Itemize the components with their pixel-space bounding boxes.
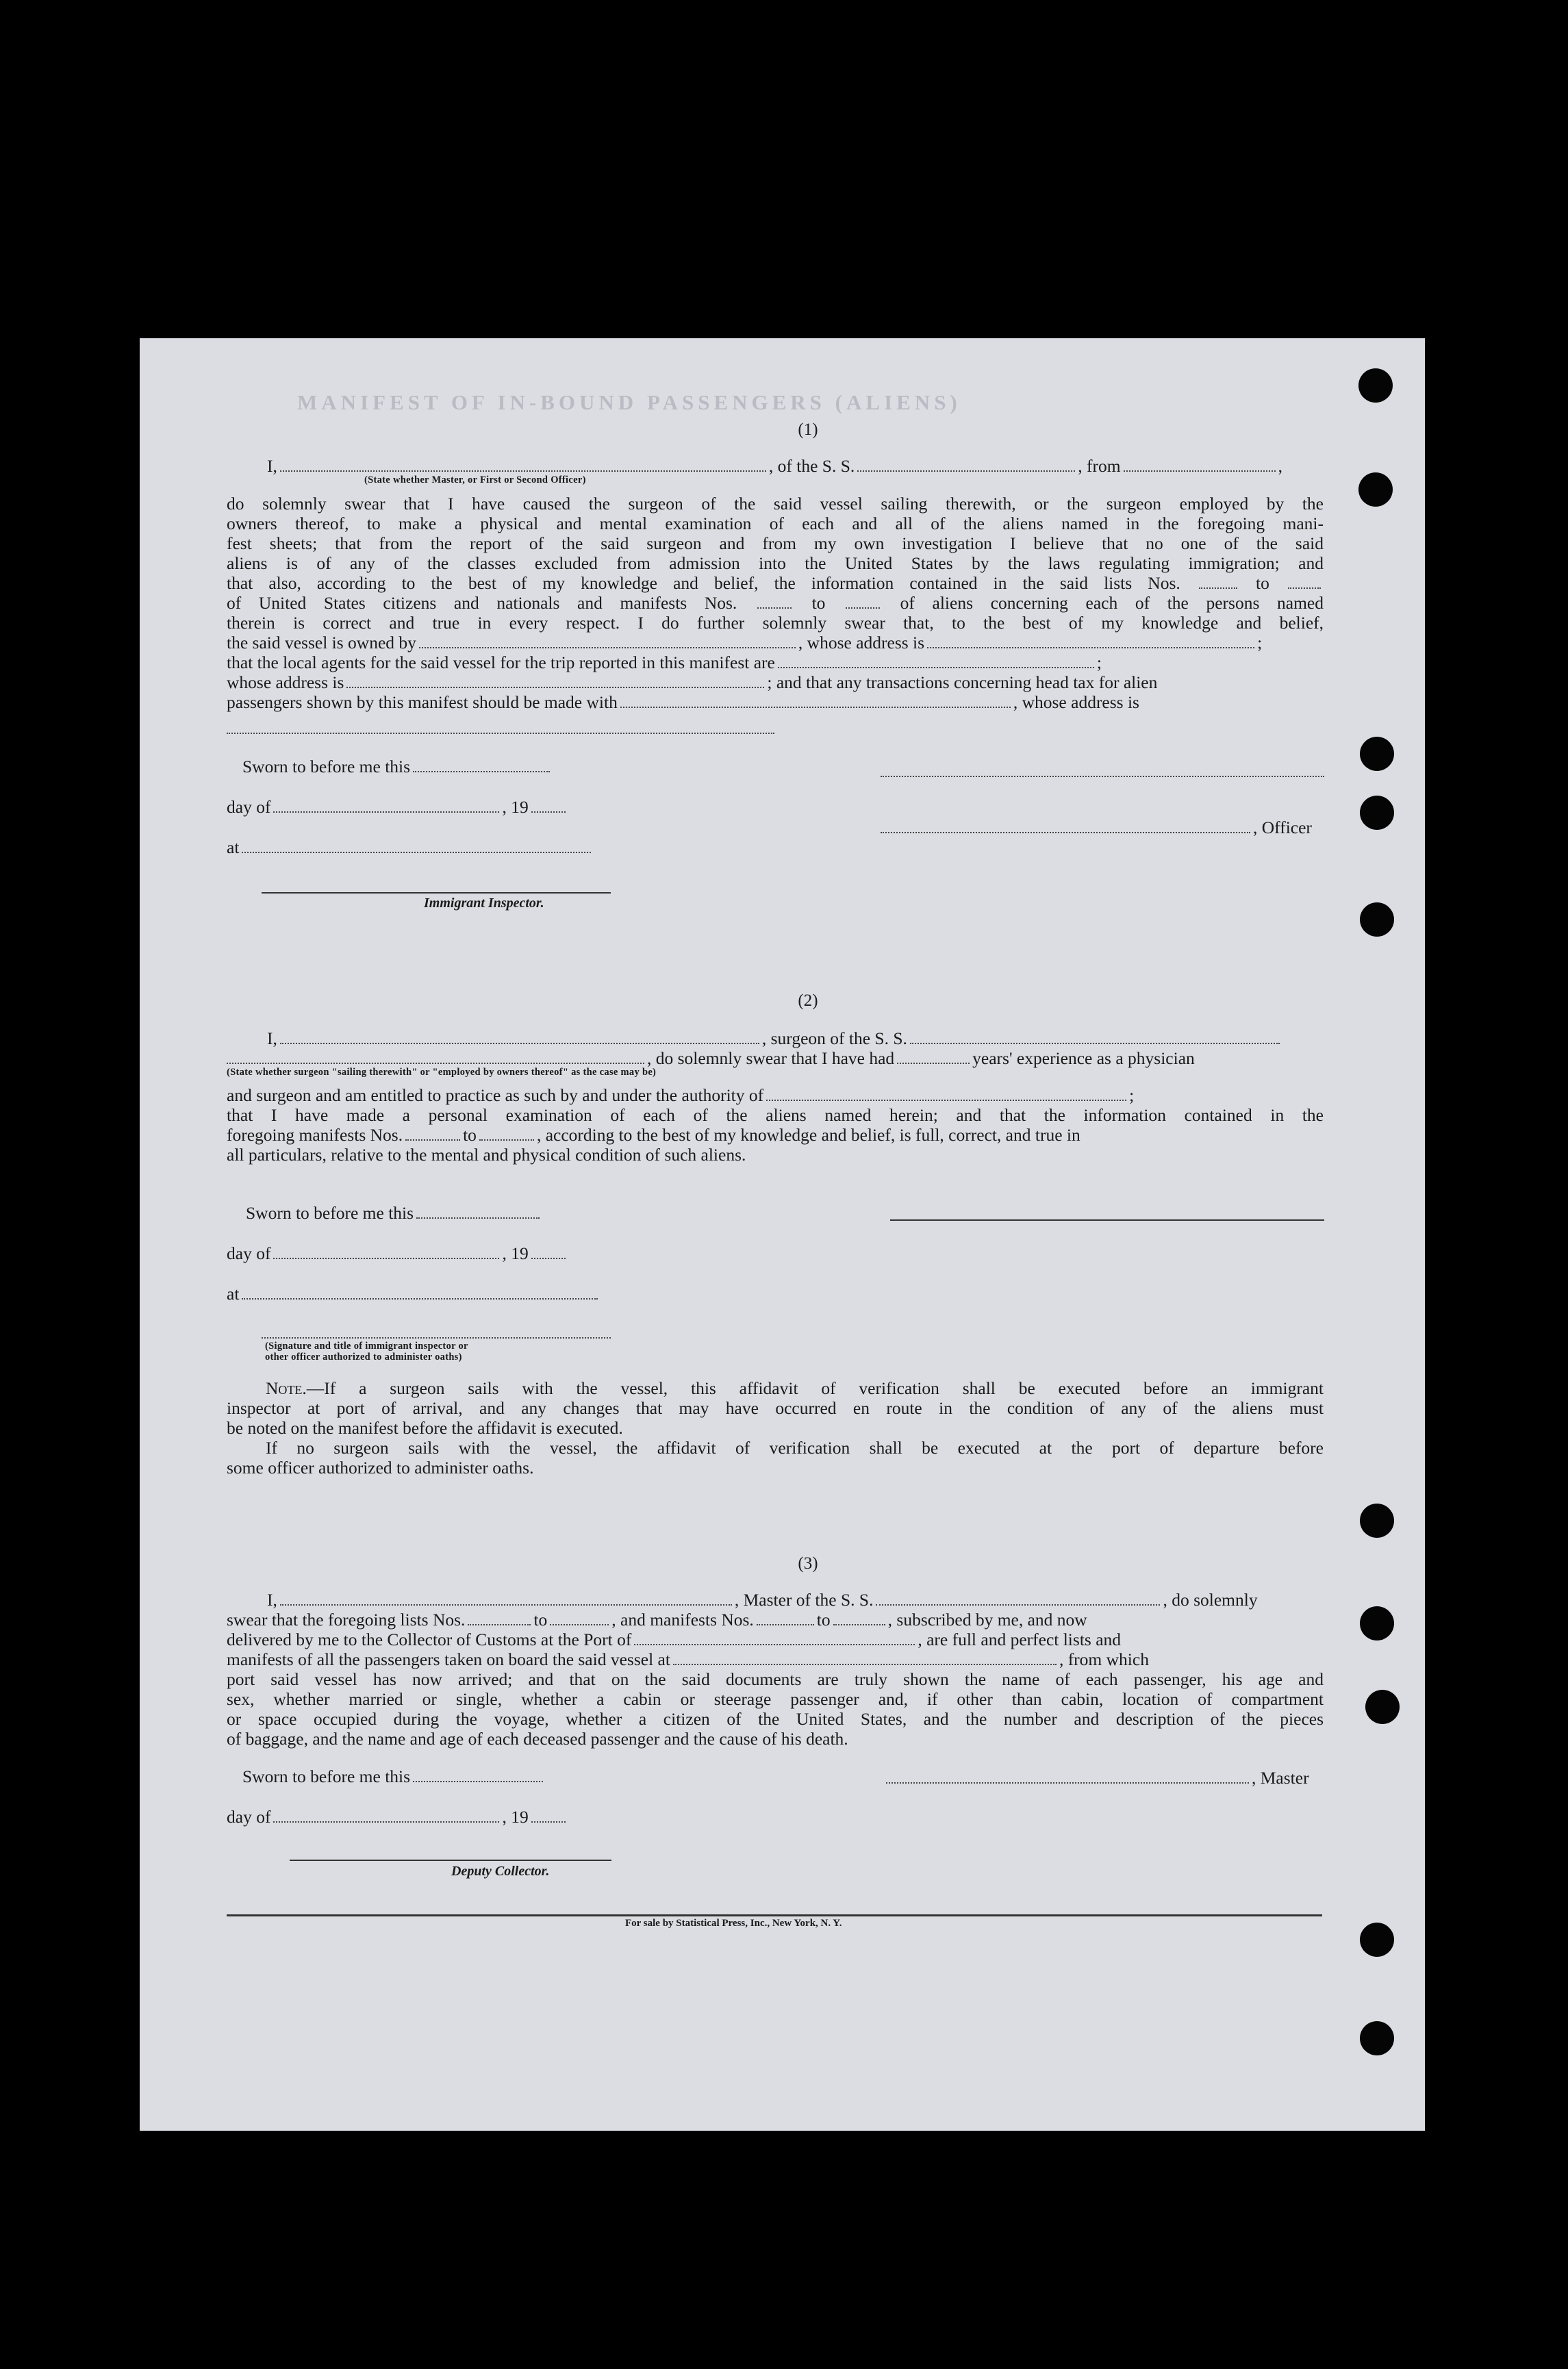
text: , according to the best of my knowledge and belief, is full, correct, and true in (536, 1125, 1080, 1145)
blank-year (531, 1821, 566, 1823)
s1-line-1 (267, 456, 1282, 477)
blank-sworn-date (413, 1781, 543, 1782)
master-signature-line (886, 1782, 1249, 1784)
text: day of (227, 1243, 271, 1263)
punch-hole (1360, 1923, 1394, 1957)
section-3-heading: (3) (798, 1554, 818, 1573)
s1-oath-line: fest sheets; that from the report of the said surgeon and from my own investigation I believe that no one of the said (227, 533, 1324, 553)
text: , Master of the S. S. (734, 1590, 874, 1610)
blank-year (531, 811, 566, 813)
punch-hole (1360, 737, 1394, 771)
blank-port-of-departure (673, 1664, 1057, 1665)
blank-vessel-name (910, 1043, 1280, 1044)
text: , do solemnly (1163, 1590, 1258, 1610)
s2-line-2 (227, 1048, 1195, 1069)
inspector-signature-line (262, 892, 611, 894)
text: to (463, 1125, 477, 1145)
text: —If a surgeon sails with the vessel, this affidavit of verification shall be executed before an immigrant (306, 1378, 1324, 1398)
text: , from (1078, 456, 1121, 476)
text: passengers shown by this manifest should be made with (227, 692, 618, 712)
s3-line-4 (227, 1649, 1149, 1670)
punch-hole (1360, 796, 1394, 830)
s3-line: sex, whether married or single, whether a cabin or steerage passenger and, if other than cabin, location of compartment (227, 1689, 1324, 1709)
officer-signature-line (881, 832, 1250, 833)
blank-years (897, 1063, 970, 1064)
blank-manifest-to (846, 607, 880, 609)
s1-oath-line (227, 633, 1262, 653)
text: day of (227, 1807, 271, 1827)
text: to (1256, 573, 1269, 593)
blank-month (273, 1821, 499, 1823)
blank-month (273, 1258, 499, 1259)
text: , of the S. S. (768, 456, 855, 476)
blank-owner-address (927, 647, 1254, 648)
blank-head-tax-address (227, 733, 774, 734)
blank-officer-rank (280, 470, 766, 472)
blank-port-from (1124, 470, 1276, 472)
s2-at (227, 1284, 600, 1304)
s2-note-line: be noted on the manifest before the affidavit is executed. (227, 1418, 623, 1438)
s2-sworn (246, 1203, 542, 1224)
text: , 19 (502, 797, 529, 817)
text: , 19 (502, 1807, 529, 1827)
blank-port-of-arrival (634, 1644, 915, 1645)
text: ; (1129, 1085, 1135, 1105)
text: day of (227, 797, 271, 817)
blank-manifest-from (405, 1139, 460, 1141)
text: Sworn to before me this (242, 757, 411, 776)
s2-note-line: inspector at port of arrival, and any changes that may have occurred en route in the condition of any of the aliens must (227, 1398, 1324, 1418)
s1-sworn (242, 757, 553, 777)
text: I, (267, 456, 277, 476)
s1-oath-line: therein is correct and true in every respect. I do further solemnly swear that, to the best of my knowledge and belief, (227, 613, 1324, 633)
s2-caption: (State whether surgeon "sailing therewith" or "employed by owners thereof" as the case may be) (227, 1067, 657, 1078)
text: years' experience as a physician (972, 1048, 1195, 1068)
s1-officer (881, 818, 1312, 838)
inspector-caption: Immigrant Inspector. (424, 896, 544, 911)
s2-line-6: all particulars, relative to the mental and physical condition of such aliens. (227, 1145, 746, 1165)
blank-authority (766, 1100, 1126, 1101)
text: , and manifests Nos. (611, 1610, 754, 1630)
blank-agent-address (346, 687, 764, 688)
text: , are full and perfect lists and (918, 1630, 1122, 1649)
s3-line-2 (227, 1610, 1087, 1630)
text: ; (1096, 653, 1102, 672)
text: , subscribed by me, and now (887, 1610, 1087, 1630)
s3-line: port said vessel has now arrived; and that on the said documents are truly shown the name of each passenger, his age and (227, 1669, 1324, 1689)
text: delivered by me to the Collector of Customs at the Port of (227, 1630, 632, 1649)
text: to (816, 1610, 831, 1630)
s1-oath-line: owners thereof, to make a physical and mental examination of each and all of the aliens named in the foregoing mani- (227, 514, 1324, 533)
s2-line-5 (227, 1125, 1080, 1145)
text: , 19 (502, 1243, 529, 1263)
s1-caption: (State whether Master, or First or Second Officer) (364, 474, 586, 485)
s2-line-3 (227, 1085, 1134, 1106)
blank-list-to (1288, 587, 1321, 589)
footer-rule (227, 1914, 1322, 1916)
blank-owner (419, 647, 796, 648)
text: swear that the foregoing lists Nos. (227, 1610, 466, 1630)
punch-hole (1360, 1504, 1394, 1538)
blank-list-from (468, 1624, 531, 1625)
s2-note-line: If no surgeon sails with the vessel, the affidavit of verification shall be executed at the port of departure before (266, 1438, 1324, 1458)
blank-manifest-to (479, 1139, 534, 1141)
blank-head-tax-party (620, 707, 1011, 708)
s1-oath-line: aliens is of any of the classes excluded from admission into the United States by the laws regulating immigration; and (227, 553, 1324, 573)
s2-note-line: some officer authorized to administer oaths. (227, 1458, 534, 1478)
text: at (227, 1284, 240, 1304)
blank-list-from (1199, 587, 1237, 589)
s1-oath-line (227, 653, 1102, 673)
blank-vessel-name (857, 470, 1075, 472)
blank-manifest-from (757, 607, 792, 609)
s3-day-of (227, 1807, 568, 1827)
inspector-signature-line (262, 1337, 611, 1339)
text: , Master (1252, 1768, 1309, 1788)
s2-sig-caption-2: other officer authorized to administer oaths) (265, 1352, 462, 1363)
s1-oath-line (227, 593, 1324, 613)
s1-oath-line (227, 692, 1139, 713)
blank-surgeon-name (280, 1043, 759, 1044)
officer-name-line (881, 776, 1324, 777)
text: foregoing manifests Nos. (227, 1125, 403, 1145)
text: , Officer (1253, 818, 1312, 837)
s3-line-3 (227, 1630, 1121, 1650)
text: to (533, 1610, 548, 1630)
text: manifests of all the passengers taken on board the said vessel at (227, 1649, 670, 1669)
s1-at (227, 837, 594, 858)
text: ; (1257, 633, 1263, 653)
text: I, (267, 1028, 277, 1048)
s1-day-of (227, 797, 568, 818)
punch-hole (1358, 472, 1393, 507)
s2-line-1 (267, 1028, 1282, 1049)
text: of United States citizens and nationals and manifests Nos. (227, 593, 737, 613)
text: that also, according to the best of my knowledge and belief, the information contained in the said lists Nos. (227, 573, 1180, 593)
s3-line: of baggage, and the name and age of each deceased passenger and the cause of his death. (227, 1729, 848, 1749)
text: Sworn to before me this (246, 1203, 414, 1223)
blank-sworn-date (413, 771, 550, 772)
punch-hole (1360, 902, 1394, 937)
s1-oath-line (227, 672, 1157, 693)
note-label: Note. (266, 1378, 307, 1398)
blank-place (242, 1298, 598, 1300)
text: , whose address is (798, 633, 925, 653)
blank-vessel-name (876, 1604, 1160, 1606)
text: I, (267, 1590, 277, 1610)
surgeon-signature-line (890, 1219, 1324, 1221)
s3-sworn (242, 1766, 546, 1787)
text: , whose address is (1013, 692, 1139, 712)
text: to (811, 593, 826, 613)
text: at (227, 837, 240, 857)
punch-hole (1360, 1606, 1394, 1640)
s3-master (886, 1768, 1309, 1788)
s2-sig-caption-1: (Signature and title of immigrant inspector or (265, 1341, 468, 1352)
punch-hole (1360, 2021, 1394, 2055)
blank-surgeon-status (227, 1063, 644, 1064)
text: , surgeon of the S. S. (761, 1028, 907, 1048)
s2-note-line (266, 1378, 1324, 1399)
s1-oath-line (227, 573, 1324, 594)
s3-line-1 (267, 1590, 1258, 1610)
collector-signature-line (290, 1860, 611, 1861)
text: the said vessel is owned by (227, 633, 416, 653)
section-1-heading: (1) (798, 420, 818, 439)
s2-line-4: that I have made a personal examination of each of the aliens named herein; and that the information contained in the (227, 1105, 1324, 1125)
blank-master-name (280, 1604, 732, 1606)
text: , do solemnly swear that I have had (647, 1048, 895, 1068)
blank-manifest-to (833, 1624, 885, 1625)
text: , (1278, 456, 1282, 476)
blank-month (273, 811, 499, 813)
text: that the local agents for the said vessel for the trip reported in this manifest are (227, 653, 775, 672)
s3-line: or space occupied during the voyage, whether a citizen of the United States, and the number and description of the pieces (227, 1709, 1324, 1729)
s2-day-of (227, 1243, 568, 1264)
bleed-through-header: MANIFEST OF IN-BOUND PASSENGERS (ALIENS) (297, 390, 961, 414)
text: and surgeon and am entitled to practice as such by and under the authority of (227, 1085, 764, 1105)
text: , from which (1059, 1649, 1149, 1669)
blank-year (531, 1258, 566, 1259)
blank-local-agents (778, 667, 1094, 668)
text: of aliens concerning each of the persons named (900, 593, 1324, 613)
blank-sworn-date (416, 1217, 540, 1219)
s1-oath-line: do solemnly swear that I have caused the surgeon of the said vessel sailing therewith, or the surgeon employed by the (227, 494, 1324, 514)
punch-hole (1365, 1690, 1400, 1724)
blank-manifest-from (757, 1624, 814, 1625)
blank-list-to (550, 1624, 609, 1625)
text: whose address is (227, 672, 344, 692)
footer-printer: For sale by Statistical Press, Inc., New York, N. Y. (625, 1918, 842, 1929)
text: ; and that any transactions concerning head tax for alien (767, 672, 1158, 692)
section-2-heading: (2) (798, 991, 818, 1010)
punch-hole (1358, 368, 1393, 403)
text: Sworn to before me this (242, 1766, 411, 1786)
blank-place (242, 852, 591, 853)
collector-caption: Deputy Collector. (451, 1864, 550, 1879)
